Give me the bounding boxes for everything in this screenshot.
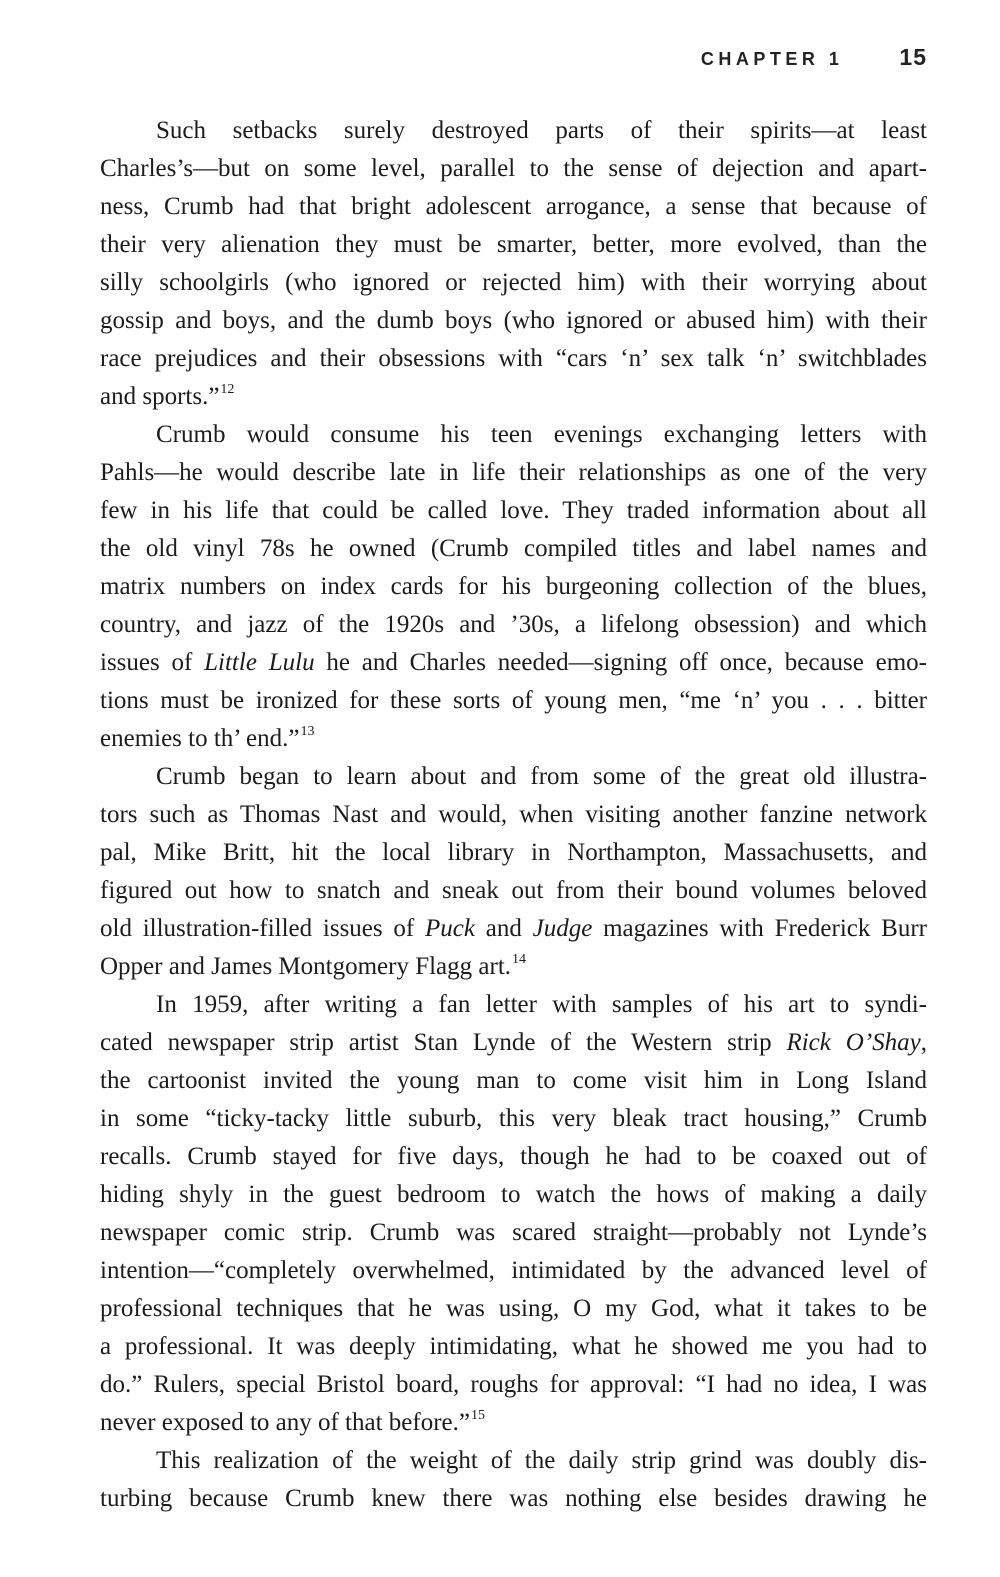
text-segment: hiding shyly in the guest bedroom to watch the hows of making a daily [100,1181,927,1208]
text-line [100,872,927,910]
text-segment: and sports.” [100,383,220,410]
paragraph [100,758,927,986]
text-segment: gossip and boys, and the dumb boys (who ignored or abused him) with their [100,307,927,334]
italic-title: Judge [532,915,593,942]
text-line [100,1404,927,1442]
text-segment: Charles’s—but on some level, parallel to the sense of dejection and apart- [100,155,927,182]
text-segment: Pahls—he would describe late in life their relationships as one of the very [100,459,927,486]
text-line [100,986,927,1024]
text-segment: professional techniques that he was using, O my God, what it takes to be [100,1295,927,1322]
text-segment: ness, Crumb had that bright adolescent arrogance, a sense that because of [100,193,927,220]
text-segment: turbing because Crumb knew there was nothing else besides drawing he [100,1485,927,1512]
text-line [100,796,927,834]
text-segment: matrix numbers on index cards for his burgeoning collection of the blues, [100,573,927,600]
text-line [100,302,927,340]
text-line [100,1290,927,1328]
text-line [100,1366,927,1404]
text-segment: their very alienation they must be smarter, better, more evolved, than the [100,231,927,258]
chapter-label: CHAPTER 1 [700,49,844,69]
footnote-reference: 14 [512,952,527,967]
text-line [100,834,927,872]
text-segment: the cartoonist invited the young man to come visit him in Long Island [100,1067,927,1094]
text-line [100,568,927,606]
body-text [100,112,927,1518]
paragraph [100,416,927,758]
text-segment: country, and jazz of the 1920s and ’30s, a lifelong obsession) and which [100,611,927,638]
text-line [100,644,927,682]
text-segment: cated newspaper strip artist Stan Lynde of the Western strip [100,1029,787,1056]
text-segment: pal, Mike Britt, hit the local library in Northampton, Massachusetts, and [100,839,927,866]
text-segment: do.” Rulers, special Bristol board, roughs for approval: “I had no idea, I was [100,1371,927,1398]
text-segment: in some “ticky-tacky little suburb, this very bleak tract housing,” Crumb [100,1105,927,1132]
footnote-reference: 15 [470,1408,485,1423]
text-line [100,1328,927,1366]
text-line [100,1252,927,1290]
text-segment: never exposed to any of that before.” [100,1409,470,1436]
paragraph [100,112,927,416]
text-line [100,1062,927,1100]
text-line [100,492,927,530]
text-line [100,378,927,416]
text-segment: recalls. Crumb stayed for five days, though he had to be coaxed out of [100,1143,927,1170]
text-line [100,112,927,150]
text-line [100,720,927,758]
text-segment: the old vinyl 78s he owned (Crumb compiled titles and label names and [100,535,927,562]
text-line [100,1138,927,1176]
text-segment: he and Charles needed—signing off once, because emo- [314,649,927,676]
text-line [100,1024,927,1062]
text-line [100,1100,927,1138]
text-segment: Opper and James Montgomery Flagg art. [100,953,512,980]
text-segment: Crumb began to learn about and from some of the great old illustra- [156,763,927,790]
footnote-reference: 12 [220,382,235,397]
text-line [100,758,927,796]
text-segment: silly schoolgirls (who ignored or rejected him) with their worrying about [100,269,927,296]
text-line [100,340,927,378]
text-segment: figured out how to snatch and sneak out from their bound volumes beloved [100,877,927,904]
text-line [100,1480,927,1518]
text-line [100,454,927,492]
text-line [100,1176,927,1214]
text-line [100,1442,927,1480]
text-segment: , [920,1029,927,1056]
italic-title: Little Lulu [204,649,315,676]
text-segment: enemies to th’ end.” [100,725,300,752]
text-line [100,264,927,302]
text-line [100,606,927,644]
text-line [100,1214,927,1252]
text-line [100,226,927,264]
text-line [100,682,927,720]
text-segment: intention—“completely overwhelmed, intimidated by the advanced level of [100,1257,927,1284]
text-segment: Such setbacks surely destroyed parts of their spirits—at least [156,117,927,144]
paragraph [100,1442,927,1518]
text-segment: a professional. It was deeply intimidating, what he showed me you had to [100,1333,927,1360]
text-line [100,948,927,986]
text-line [100,188,927,226]
page-number: 15 [899,44,927,70]
text-segment: race prejudices and their obsessions with “cars ‘n’ sex talk ‘n’ switchblades [100,345,927,372]
text-line [100,530,927,568]
text-segment: old illustration-filled issues of [100,915,425,942]
text-segment: and [474,915,533,942]
text-segment: newspaper comic strip. Crumb was scared straight—probably not Lynde’s [100,1219,927,1246]
text-segment: In 1959, after writing a fan letter with samples of his art to syndi- [156,991,927,1018]
text-line [100,910,927,948]
text-segment: Crumb would consume his teen evenings exchanging letters with [156,421,927,448]
page-header [100,44,927,71]
text-line [100,150,927,188]
italic-title: Rick O’Shay [786,1029,921,1056]
text-segment: tors such as Thomas Nast and would, when visiting another fanzine network [100,801,927,828]
text-segment: This realization of the weight of the daily strip grind was doubly dis- [156,1447,927,1474]
italic-title: Puck [425,915,475,942]
text-segment: issues of [100,649,205,676]
footnote-reference: 13 [300,724,315,739]
text-segment: tions must be ironized for these sorts of young men, “me ‘n’ you . . . bitter [100,687,927,714]
paragraph [100,986,927,1442]
text-segment: few in his life that could be called love. They traded information about all [100,497,927,524]
text-line [100,416,927,454]
text-segment: magazines with Frederick Burr [592,915,927,942]
